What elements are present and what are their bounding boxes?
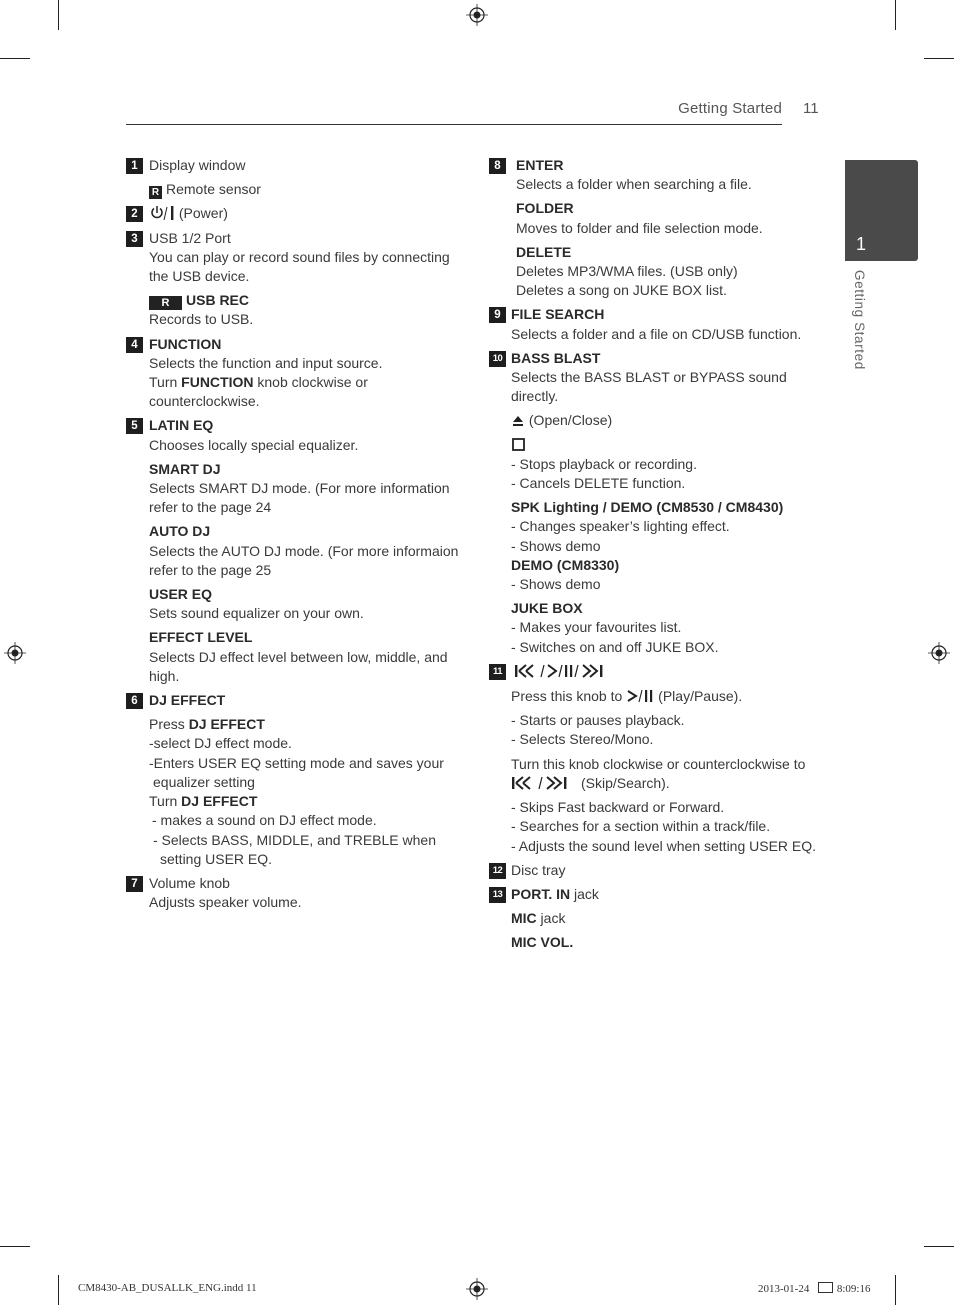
- item-sub-label: Remote sensor: [166, 181, 261, 198]
- item-label: USB 1/2 Port: [149, 229, 231, 246]
- crop-mark: [895, 0, 896, 30]
- item-line: - Selects Stereo/Mono.: [511, 731, 654, 748]
- item-sub-title: USER EQ: [149, 586, 213, 603]
- item-sub-description: Selects DJ effect level between low, middle, and high.: [149, 648, 448, 684]
- item-line: -Enters USER EQ setting mode and saves your: [149, 754, 444, 771]
- text-run-bold: FUNCTION: [181, 374, 254, 391]
- item-description: Selects the function and input source.: [149, 354, 383, 371]
- item-line: - Makes your favourites list.: [511, 619, 682, 636]
- item-sub-description: Moves to folder and file selection mode.: [516, 219, 763, 236]
- item-number-badge: 1: [126, 158, 143, 174]
- item-sub-description: Selects the AUTO DJ mode. (For more informaion refer to the page 25: [149, 542, 459, 578]
- list-item: [489, 349, 829, 657]
- item-line: - Cancels DELETE function.: [511, 475, 686, 492]
- footer-time-text: 8:09:16: [836, 1283, 871, 1295]
- item-sub-label: (Open/Close): [528, 412, 613, 429]
- list-item: [126, 229, 466, 330]
- chapter-tab-number: 1: [856, 234, 867, 254]
- header-rule: [126, 124, 782, 125]
- item-line: - Skips Fast backward or Forward.: [511, 799, 725, 816]
- item-sub-description: Selects SMART DJ mode. (For more information refer to the page 24: [149, 480, 450, 516]
- crop-mark: [58, 0, 59, 30]
- item-line: Press this knob to: [511, 688, 623, 705]
- item-line: equalizer setting: [153, 773, 255, 790]
- item-number-badge: 4: [126, 337, 143, 353]
- left-column: [126, 156, 466, 917]
- missing-glyph-icon: [818, 1282, 833, 1293]
- crop-mark: [0, 58, 30, 59]
- item-sub-title: FOLDER: [516, 200, 574, 217]
- play-pause-icon: [626, 688, 658, 704]
- item-number-badge: 6: [126, 693, 143, 709]
- record-icon: R: [149, 296, 182, 310]
- crop-mark: [58, 1275, 59, 1305]
- list-item: [126, 156, 466, 199]
- item-number-badge: 3: [126, 231, 143, 247]
- registration-mark-icon: [466, 4, 488, 26]
- crop-mark: [924, 58, 954, 59]
- chapter-tab-label: Getting Started: [852, 270, 867, 370]
- list-item: [489, 861, 829, 880]
- list-item: [126, 416, 466, 686]
- list-item: [489, 885, 829, 953]
- item-number-badge: 10: [489, 351, 506, 367]
- item-line: Turn this knob clockwise or counterclockwise to: [511, 755, 806, 772]
- item-number-badge: 7: [126, 876, 143, 892]
- crop-mark: [924, 1246, 954, 1247]
- list-item: [489, 305, 829, 343]
- item-label: (Power): [178, 205, 228, 222]
- item-title: LATIN EQ: [149, 417, 214, 434]
- item-sub-description: Deletes MP3/WMA files. (USB only): [516, 263, 738, 280]
- item-line: setting USER EQ.: [160, 850, 273, 867]
- right-column: [489, 156, 829, 958]
- item-sub-description: Sets sound equalizer on your own.: [149, 605, 364, 622]
- item-number-badge: 2: [126, 206, 143, 222]
- item-line: - Changes speaker’s lighting effect.: [511, 518, 730, 535]
- item-line: -select DJ effect mode.: [149, 735, 292, 752]
- footer-date: [758, 1282, 870, 1295]
- item-description: Adjusts speaker volume.: [149, 894, 302, 911]
- item-sub-title: SPK Lighting / DEMO (CM8530 / CM8430): [511, 499, 784, 516]
- item-line: - Shows demo: [511, 537, 601, 554]
- item-title: ENTER: [516, 157, 564, 173]
- item-sub-title: AUTO DJ: [149, 523, 211, 540]
- item-number-badge: 5: [126, 418, 143, 434]
- text-run-bold: MIC: [511, 910, 537, 927]
- item-line: - makes a sound on DJ effect mode.: [152, 812, 377, 829]
- crop-mark: [0, 1246, 30, 1247]
- item-sub-title: EFFECT LEVEL: [149, 629, 253, 646]
- text-run: knob clockwise or counterclockwise.: [149, 374, 368, 410]
- text-run: Press: [149, 716, 189, 733]
- text-run: Turn: [149, 374, 182, 391]
- item-number-badge: 9: [489, 307, 506, 323]
- item-number-badge: 12: [489, 863, 506, 879]
- item-line: (Skip/Search).: [581, 774, 670, 791]
- item-label: Display window: [149, 157, 246, 173]
- item-line: (Play/Pause).: [658, 688, 743, 705]
- item-title: FUNCTION: [149, 335, 222, 352]
- item-sub-description: Deletes a song on JUKE BOX list.: [516, 282, 727, 299]
- text-run: Turn: [149, 793, 182, 810]
- item-sub-title: DEMO (CM8330): [511, 556, 620, 573]
- remote-sensor-icon: R: [149, 186, 162, 199]
- item-line: - Selects BASS, MIDDLE, and TREBLE when: [153, 831, 436, 848]
- item-line: - Adjusts the sound level when setting USER EQ.: [511, 837, 817, 854]
- list-item: [489, 156, 829, 300]
- footer-date-text: 2013-01-24: [758, 1283, 810, 1295]
- item-title: MIC VOL.: [511, 934, 574, 951]
- item-line: - Starts or pauses playback.: [511, 712, 685, 729]
- skip-search-icon: [511, 775, 581, 791]
- item-label: Volume knob: [149, 874, 230, 891]
- item-line: - Switches on and off JUKE BOX.: [511, 638, 719, 655]
- power-icon: [149, 205, 175, 221]
- item-line: - Stops playback or recording.: [511, 455, 697, 472]
- item-line: - Searches for a section within a track/file.: [511, 818, 771, 835]
- skip-play-pause-icon: [511, 662, 621, 680]
- item-sub-title: DELETE: [516, 243, 572, 260]
- item-description: Chooses locally special equalizer.: [149, 436, 359, 453]
- item-description: You can play or record sound files by connecting the USB device.: [149, 248, 450, 285]
- stop-icon: [511, 437, 527, 453]
- item-number-badge: 8: [489, 158, 506, 174]
- crop-mark: [895, 1275, 896, 1305]
- item-sub-title: USB REC: [186, 292, 250, 309]
- registration-mark-icon: [4, 642, 26, 664]
- item-title: DJ EFFECT: [149, 692, 226, 709]
- list-item: [126, 204, 466, 223]
- text-run-bold: DJ EFFECT: [188, 716, 265, 733]
- item-description: Selects a folder and a file on CD/USB function.: [511, 325, 802, 342]
- page-number: 11: [803, 100, 819, 117]
- text-run-bold: PORT. IN: [511, 885, 571, 902]
- list-item: [126, 335, 466, 412]
- item-description: Selects a folder when searching a file.: [516, 176, 752, 193]
- item-sub-description: Records to USB.: [149, 311, 254, 328]
- registration-mark-icon: [466, 1278, 488, 1300]
- registration-mark-icon: [928, 642, 950, 664]
- item-sub-title: SMART DJ: [149, 460, 221, 477]
- item-number-badge: 13: [489, 887, 506, 903]
- list-item: [126, 874, 466, 912]
- item-number-badge: 11: [489, 664, 506, 680]
- text-run: jack: [570, 885, 599, 902]
- item-line: - Shows demo: [511, 576, 601, 593]
- item-description: Selects the BASS BLAST or BYPASS sound directly.: [511, 369, 787, 405]
- eject-icon: [511, 414, 525, 428]
- text-run: jack: [536, 910, 566, 927]
- item-label: Disc tray: [511, 861, 566, 878]
- footer-file-slug: CM8430-AB_DUSALLK_ENG.indd 11: [78, 1282, 257, 1294]
- item-title: FILE SEARCH: [511, 306, 605, 323]
- list-item: [126, 691, 466, 869]
- item-sub-title: JUKE BOX: [511, 600, 583, 617]
- item-title: BASS BLAST: [511, 349, 601, 366]
- list-item: [489, 662, 829, 856]
- running-header-title: Getting Started: [678, 100, 782, 117]
- text-run-bold: DJ EFFECT: [181, 793, 258, 810]
